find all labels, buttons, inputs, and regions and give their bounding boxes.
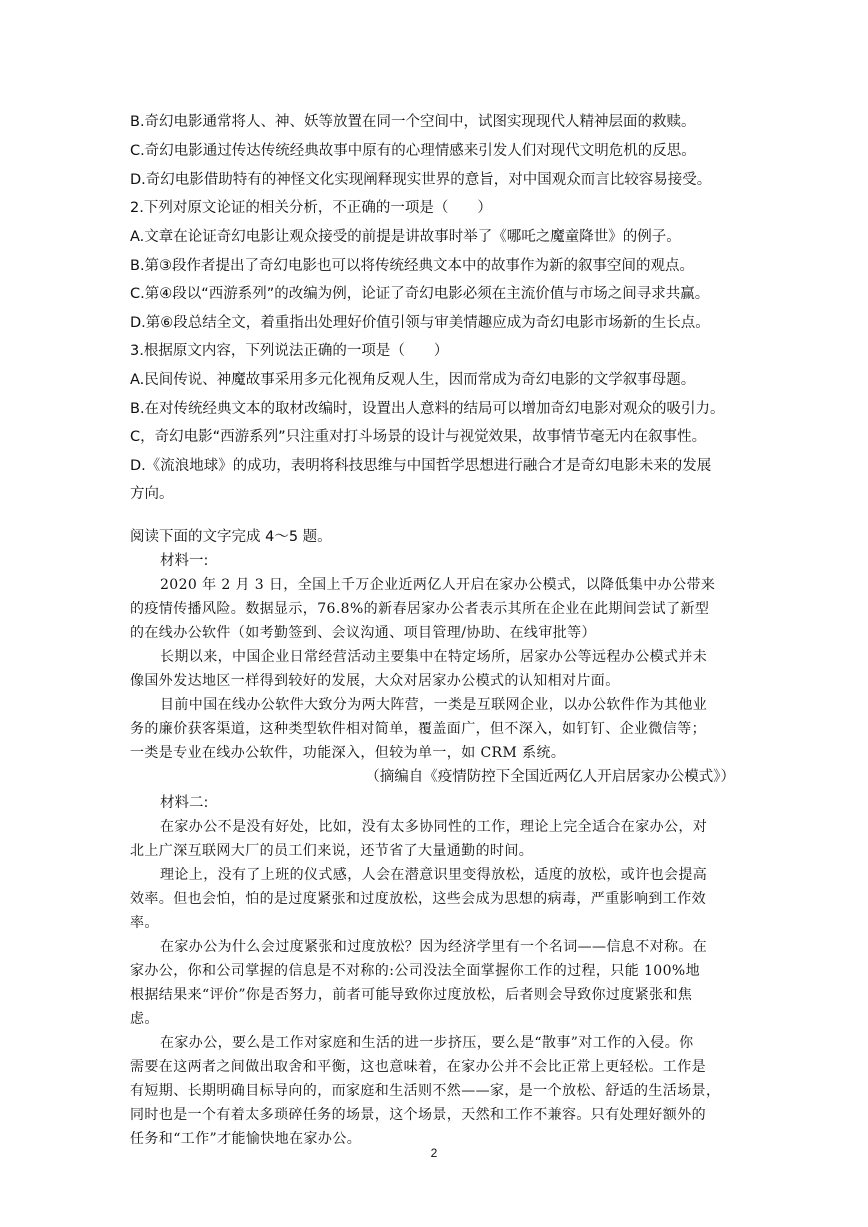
option-d-q3: D.《流浪地球》的成功，表明将科技思维与中国哲学思想进行融合才是奇幻电影未来的发展 — [130, 458, 712, 474]
material-2-p4: 任务和“工作”才能愉快地在家办公。 — [130, 1131, 362, 1147]
page-number: 2 — [430, 1146, 438, 1160]
material-2-p4: 同时也是一个有着太多琐碎任务的场景，这个场景，天然和工作不兼容。只有处理好额外的 — [130, 1107, 706, 1123]
option-d-q3-cont: 方向。 — [130, 486, 174, 502]
material-2-p3: 虑。 — [130, 1011, 159, 1027]
material-2-p2: 率。 — [130, 915, 159, 931]
material-1-p1: 2020 年 2 月 3 日，全国上千万企业近两亿人开启在家办公模式，以降低集中办公带来 — [160, 577, 716, 593]
material-2-p2: 效率。但也会怕，怕的是过度紧张和过度放松，这些会成为思想的病毒，严重影响到工作效 — [130, 891, 706, 907]
option-d-q1: D.奇幻电影借助特有的神怪文化实现阐释现实世界的意旨，对中国观众而言比较容易接受。 — [130, 172, 712, 188]
option-c-q2: C.第④段以“西游系列”的改编为例，论证了奇幻电影必须在主流价值与市场之间寻求共赢。 — [130, 286, 710, 302]
material-1-p1: 的疫情传播风险。数据显示，76.8%的新春居家办公者表示其所在企业在此期间尝试了新型 — [130, 601, 710, 617]
option-c-q1: C.奇幻电影通过传达传统经典故事中原有的心理情感来引发人们对现代文明危机的反思。 — [130, 143, 696, 159]
material-1-p1: 的在线办公软件（如考勤签到、会议沟通、项目管理/协助、在线审批等） — [130, 625, 596, 641]
material-1-p2: 像国外发达地区一样得到较好的发展，大众对居家办公模式的认知相对片面。 — [130, 673, 620, 689]
material-1-p2: 长期以来，中国企业日常经营活动主要集中在特定场所，居家办公等远程办公模式并未 — [160, 649, 708, 665]
material-2-p1: 北上广深互联网大厂的员工们来说，还节省了大量通勤的时间。 — [130, 843, 534, 859]
material-1-source: （摘编自《疫情防控下全国近两亿人开启居家办公模式》） — [365, 769, 735, 785]
material-1-p3: 一类是专业在线办公软件，功能深入，但较为单一，如 CRM 系统。 — [130, 745, 566, 761]
material-2-p1: 在家办公不是没有好处，比如，没有太多协同性的工作，理论上完全适合在家办公，对 — [160, 819, 708, 835]
material-1-p3: 务的廉价获客渠道，这种类型软件相对简单，覆盖面广，但不深入，如钉钉、企业微信等； — [130, 721, 706, 737]
material-2-p3: 在家办公为什么会过度紧张和过度放松？因为经济学里有一个名词——信息不对称。在 — [160, 939, 708, 955]
option-a-q3: A.民间传说、神魔故事采用多元化视角反观人生，因而常成为奇幻电影的文学叙事母题。 — [130, 372, 696, 388]
option-a-q2: A.文章在论证奇幻电影让观众接受的前提是讲故事时举了《哪吒之魔童降世》的例子。 — [130, 229, 681, 245]
material-1-heading: 材料一: — [160, 553, 209, 569]
option-b-q2: B.第③段作者提出了奇幻电影也可以将传统经典文本中的故事作为新的叙事空间的观点。 — [130, 258, 695, 274]
question-2: 2.下列对原文论证的相关分析，不正确的一项是（ ） — [130, 200, 492, 216]
question-3: 3.根据原文内容，下列说法正确的一项是（ ） — [130, 343, 449, 359]
option-b-q3: B.在对传统经典文本的取材改编时，设置出人意料的结局可以增加奇幻电影对观众的吸引力。 — [130, 401, 725, 417]
reading-instruction: 阅读下面的文字完成 4～5 题。 — [130, 529, 332, 545]
material-2-p2: 理论上，没有了上班的仪式感，人会在潜意识里变得放松，适度的放松，或许也会提高 — [160, 867, 708, 883]
option-c-q3: C，奇幻电影“西游系列”只注重对打斗场景的设计与视觉效果，故事情节毫无内在叙事性。 — [130, 429, 707, 445]
option-d-q2: D.第⑥段总结全文，着重指出处理好价值引领与审美情趣应成为奇幻电影市场新的生长点。 — [130, 315, 710, 331]
material-2-p3: 家办公，你和公司掌握的信息是不对称的:公司没法全面掌握你工作的过程，只能 100%地 — [130, 963, 700, 979]
material-2-p4: 在家办公，要么是工作对家庭和生活的进一步挤压，要么是“散事”对工作的入侵。你 — [160, 1035, 694, 1051]
material-2-p3: 根据结果来“评价”你是否努力，前者可能导致你过度放松，后者则会导致你过度紧张和焦 — [130, 987, 693, 1003]
material-2-p4: 有短期、长期明确目标导向的，而家庭和生活则不然——家，是一个放松、舒适的生活场景， — [130, 1083, 721, 1099]
material-2-p4: 需要在这两者之间做出取舍和平衡，这也意味着，在家办公并不会比正常上更轻松。工作是 — [130, 1059, 706, 1075]
option-b-q1: B.奇幻电影通常将人、神、妖等放置在同一个空间中，试图实现现代人精神层面的救赎。 — [130, 114, 696, 130]
material-1-p3: 目前中国在线办公软件大致分为两大阵营，一类是互联网企业，以办公软件作为其他业 — [160, 697, 708, 713]
material-2-heading: 材料二: — [160, 795, 209, 811]
